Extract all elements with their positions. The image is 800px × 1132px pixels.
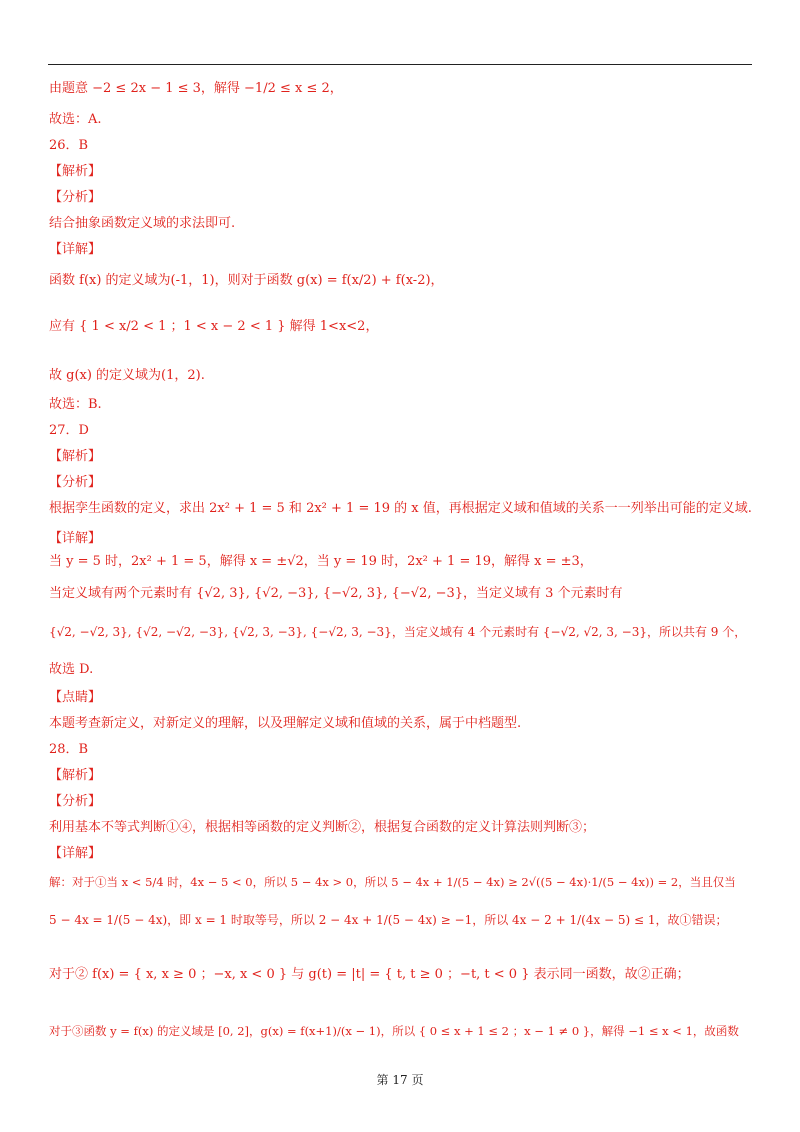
text-line-l28: 解：对于①当 x < 5/4 时，4x − 5 < 0，所以 5 − 4x > 0，所以 5 − 4x + 1/(5 − 4x) ≥ 2√((5 − 4x)·1/(5 − 4x)) = 2，当且仅当 (49, 875, 736, 889)
text-line-l17: 当 y = 5 时，2x² + 1 = 5，解得 x = ±√2，当 y = 19 时，2x² + 1 = 19，解得 x = ±3， (49, 554, 593, 569)
text-line-l11: 故选：B. (49, 397, 102, 412)
text-line-l18: 当定义域有两个元素时有 {√2, 3}, {√2, −3}, {−√2, 3}, {−√2, −3}，当定义域有 3 个元素时有 (49, 586, 623, 601)
text-line-l29: 5 − 4x = 1/(5 − 4x)，即 x = 1 时取等号，所以 2 − 4x + 1/(5 − 4x) ≥ −1，所以 4x − 2 + 1/(4x − 5) ≤ 1，故①错误； (49, 913, 728, 927)
text-line-l24: 【解析】 (49, 768, 102, 783)
text-line-l21: 【点睛】 (49, 690, 102, 705)
text-line-l23: 28．B (49, 742, 89, 757)
text-line-l08: 函数 f(x) 的定义域为(-1，1)，则对于函数 g(x) = f(x/2) + f(x-2)， (49, 273, 444, 288)
text-line-l07: 【详解】 (49, 242, 102, 257)
text-line-l03: 26．B (49, 138, 89, 153)
text-line-l02: 故选：A. (49, 112, 102, 127)
text-line-l06: 结合抽象函数定义域的求法即可. (49, 216, 236, 231)
text-line-l04: 【解析】 (49, 164, 102, 179)
top-rule (48, 64, 752, 65)
text-line-l20: 故选 D. (49, 662, 94, 677)
text-line-l05: 【分析】 (49, 190, 102, 205)
text-line-l30: 对于② f(x) = { x, x ≥ 0 ；−x, x < 0 } 与 g(t) = |t| = { t, t ≥ 0 ；−t, t < 0 } 表示同一函数，故②正确； (49, 967, 690, 982)
text-line-l14: 【分析】 (49, 475, 102, 490)
text-line-l25: 【分析】 (49, 794, 102, 809)
text-line-l12: 27．D (49, 423, 89, 438)
text-line-l19: {√2, −√2, 3}, {√2, −√2, −3}, {√2, 3, −3}, {−√2, 3, −3}，当定义域有 4 个元素时有 {−√2, √2, 3, −3}，所以共有 9 个， (49, 625, 747, 639)
text-line-l09: 应有 { 1 < x/2 < 1 ；1 < x − 2 < 1 } 解得 1<x<2， (49, 319, 379, 334)
page-number: 第 17 页 (376, 1073, 424, 1087)
text-line-l10: 故 g(x) 的定义域为(1，2). (49, 368, 205, 383)
text-line-l31: 对于③函数 y = f(x) 的定义域是 [0, 2]，g(x) = f(x+1)/(x − 1)，所以 { 0 ≤ x + 1 ≤ 2 ；x − 1 ≠ 0 }，解得 −1 ≤ x < 1，故函数 (49, 1024, 739, 1038)
text-line-l01: 由题意 −2 ≤ 2x − 1 ≤ 3，解得 −1/2 ≤ x ≤ 2， (49, 81, 343, 96)
text-line-l16: 【详解】 (49, 531, 102, 546)
text-line-l22: 本题考查新定义，对新定义的理解，以及理解定义域和值域的关系，属于中档题型. (49, 716, 522, 731)
text-line-l15: 根据孪生函数的定义，求出 2x² + 1 = 5 和 2x² + 1 = 19 的 x 值，再根据定义域和值域的关系一一列举出可能的定义域. (49, 501, 752, 516)
text-line-l13: 【解析】 (49, 449, 102, 464)
text-line-l26: 利用基本不等式判断①④，根据相等函数的定义判断②，根据复合函数的定义计算法则判断③； (49, 820, 596, 835)
text-line-l27: 【详解】 (49, 846, 102, 861)
